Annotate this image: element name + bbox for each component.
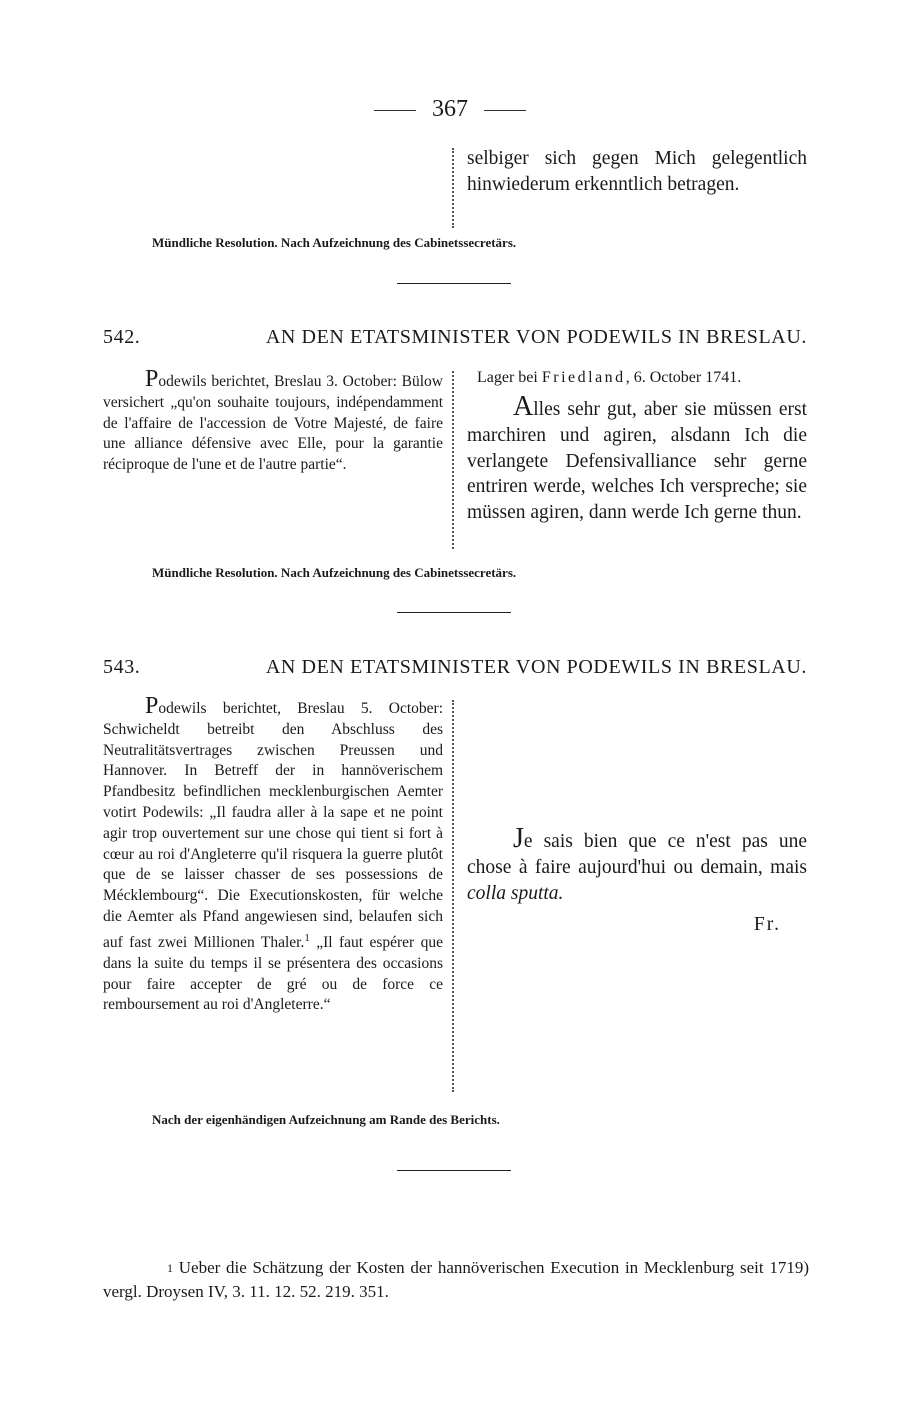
summary-initial: P (145, 366, 159, 392)
place-date: , 6. October 1741. (625, 369, 742, 386)
summary-text-continued: „Il faut espérer que dans la suite du temps il se présentera des occasions pour faire accepter de gré ou de force ce remboursement au roi d'Angleterre.“ (103, 933, 443, 1014)
top-source-note: Mündliche Resolution. Nach Aufzeichnung des Cabinetssecretärs. (152, 235, 517, 250)
column-divider (452, 700, 454, 1092)
entry-summary (103, 693, 443, 1016)
resolution-text: lles sehr gut, aber sie müssen erst marchiren und agiren, alsdann Ich die verlangete Defensivalliance sehr gerne entriren werde, welches Ich verspreche; sie müssen agiren, dann werde Ich gerne thun. (467, 399, 807, 524)
place-prefix: Lager bei (477, 369, 538, 386)
column-divider (452, 148, 454, 228)
entry-number: 542. (103, 326, 141, 348)
source-note: Mündliche Resolution. Nach Aufzeichnung des Cabinetssecretärs. (152, 565, 517, 580)
entry-text (467, 366, 807, 526)
entry-number: 543. (103, 656, 141, 678)
entry-heading (103, 326, 807, 349)
entry-heading (103, 656, 807, 679)
summary-text: odewils berichtet, Breslau 3. October: Bülow versichert „qu'on souhaite toujours, indépendamment de l'affaire de l'accession de Votre Majesté, de faire une alliance défensive avec Elle, pour la garantie réciproque de l'une et de l'autre partie“. (103, 373, 443, 474)
resolution-text: e sais bien que ce n'est pas une chose à faire aujourd'hui ou demain, mais (467, 831, 807, 878)
summary-text: odewils berichtet, Breslau 5. October: Schwicheldt betreibt den Abschluss des Neutralitätsvertrages zwischen Preussen und Hannover. In Betreff der in hannöverischem Pfandbesitz befindlichen mecklenburgischen Aemter votirt Podewils: „Il faudra aller à la sape et ne point agir trop ouvertement sur une chose qui tient si fort à cœur au roi d'Angleterre qu'il risquera la guerre plutôt que de se laisser chasser de ses possessions de Mécklembourg“. Die Executionskosten, für welche die Aemter als Pfand angewiesen sind, belaufen sich auf fast zwei Millionen Thaler. (103, 700, 443, 951)
dash-left (374, 110, 416, 111)
footnote-mark: 1 (304, 931, 310, 944)
source-note: Nach der eigenhändigen Aufzeichnung am Rande des Berichts. (152, 1112, 500, 1127)
signature: Fr. (753, 914, 781, 936)
italic-phrase: colla sputta. (467, 882, 564, 904)
dash-right (484, 110, 526, 111)
separator-rule (397, 283, 511, 284)
continued-text: selbiger sich gegen Mich gelegentlich hinwiederum erkenntlich betragen. (467, 148, 807, 195)
separator-rule (397, 612, 511, 613)
entry-text (467, 823, 807, 938)
summary-initial: P (145, 693, 159, 719)
entry-summary (103, 366, 443, 476)
text-initial: J (513, 823, 524, 854)
entry-title: AN DEN ETATSMINISTER VON PODEWILS IN BRESLAU. (265, 656, 807, 678)
place-name: Friedland (541, 369, 626, 386)
page-number: 367 (432, 96, 468, 122)
place-date-line (467, 366, 807, 390)
footnote (103, 1256, 809, 1304)
entry-title: AN DEN ETATSMINISTER VON PODEWILS IN BRESLAU. (265, 326, 807, 348)
text-initial: A (513, 391, 534, 422)
page-number-line (0, 96, 900, 123)
footnote-number: 1 (167, 1261, 173, 1275)
column-divider (452, 371, 454, 549)
footnote-text: Ueber die Schätzung der Kosten der hannöverischen Execution in Mecklenburg seit 1719) vergl. Droysen IV, 3. 11. 12. 52. 219. 351. (103, 1258, 809, 1301)
separator-rule (397, 1170, 511, 1171)
